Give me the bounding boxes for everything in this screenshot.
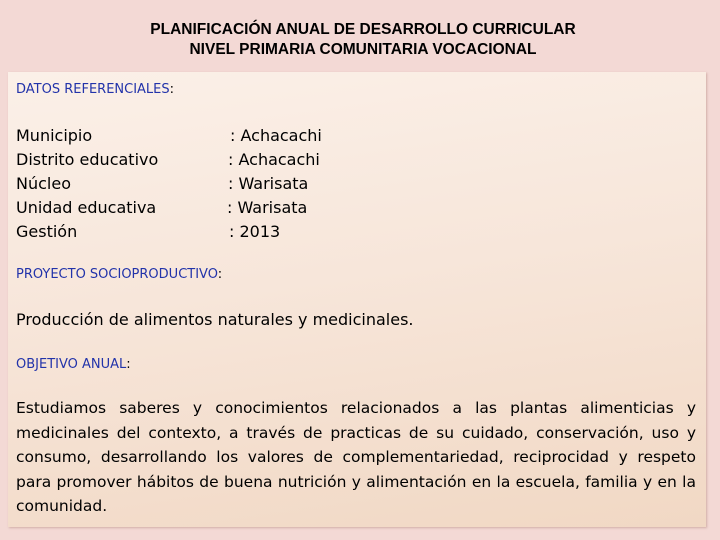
proyecto-socioproductivo-label: PROYECTO SOCIOPRODUCTIVO:: [16, 267, 223, 282]
objetivo-text: Estudiamos saberes y conocimientos relacionados a las plantas alimenticias y medicinales del contexto, a través de practicas de su cuidado, conservación, uso y consumo, desarrollando los valores de complementariedad, reciprocidad y respeto para promover hábitos de buena nutrición y alimentación en la escuela, familia y en la comunidad.: [16, 399, 696, 515]
row-key: Municipio: [16, 126, 93, 145]
proyecto-text: Producción de alimentos naturales y medicinales.: [16, 310, 414, 329]
title-line-1: PLANIFICACIÓN ANUAL DE DESARROLLO CURRICULAR: [150, 21, 576, 38]
row-key: Núcleo: [16, 174, 71, 193]
row-key: Gestión: [16, 222, 78, 241]
row-value: : Warisata: [228, 174, 309, 193]
row-value: : Warisata: [227, 198, 308, 217]
datos-referenciales-label: DATOS REFERENCIALES:: [16, 82, 175, 97]
row-key: Distrito educativo: [16, 150, 159, 169]
row-value: : Achacachi: [230, 126, 322, 145]
row-key: Unidad educativa: [16, 198, 157, 217]
row-value: : 2013: [229, 222, 281, 241]
page-title: [0, 20, 720, 60]
objetivo-anual-label: OBJETIVO ANUAL:: [16, 357, 131, 372]
row-value: : Achacachi: [228, 150, 320, 169]
title-line-2: NIVEL PRIMARIA COMUNITARIA VOCACIONAL: [189, 41, 537, 58]
content-panel: [8, 72, 706, 527]
